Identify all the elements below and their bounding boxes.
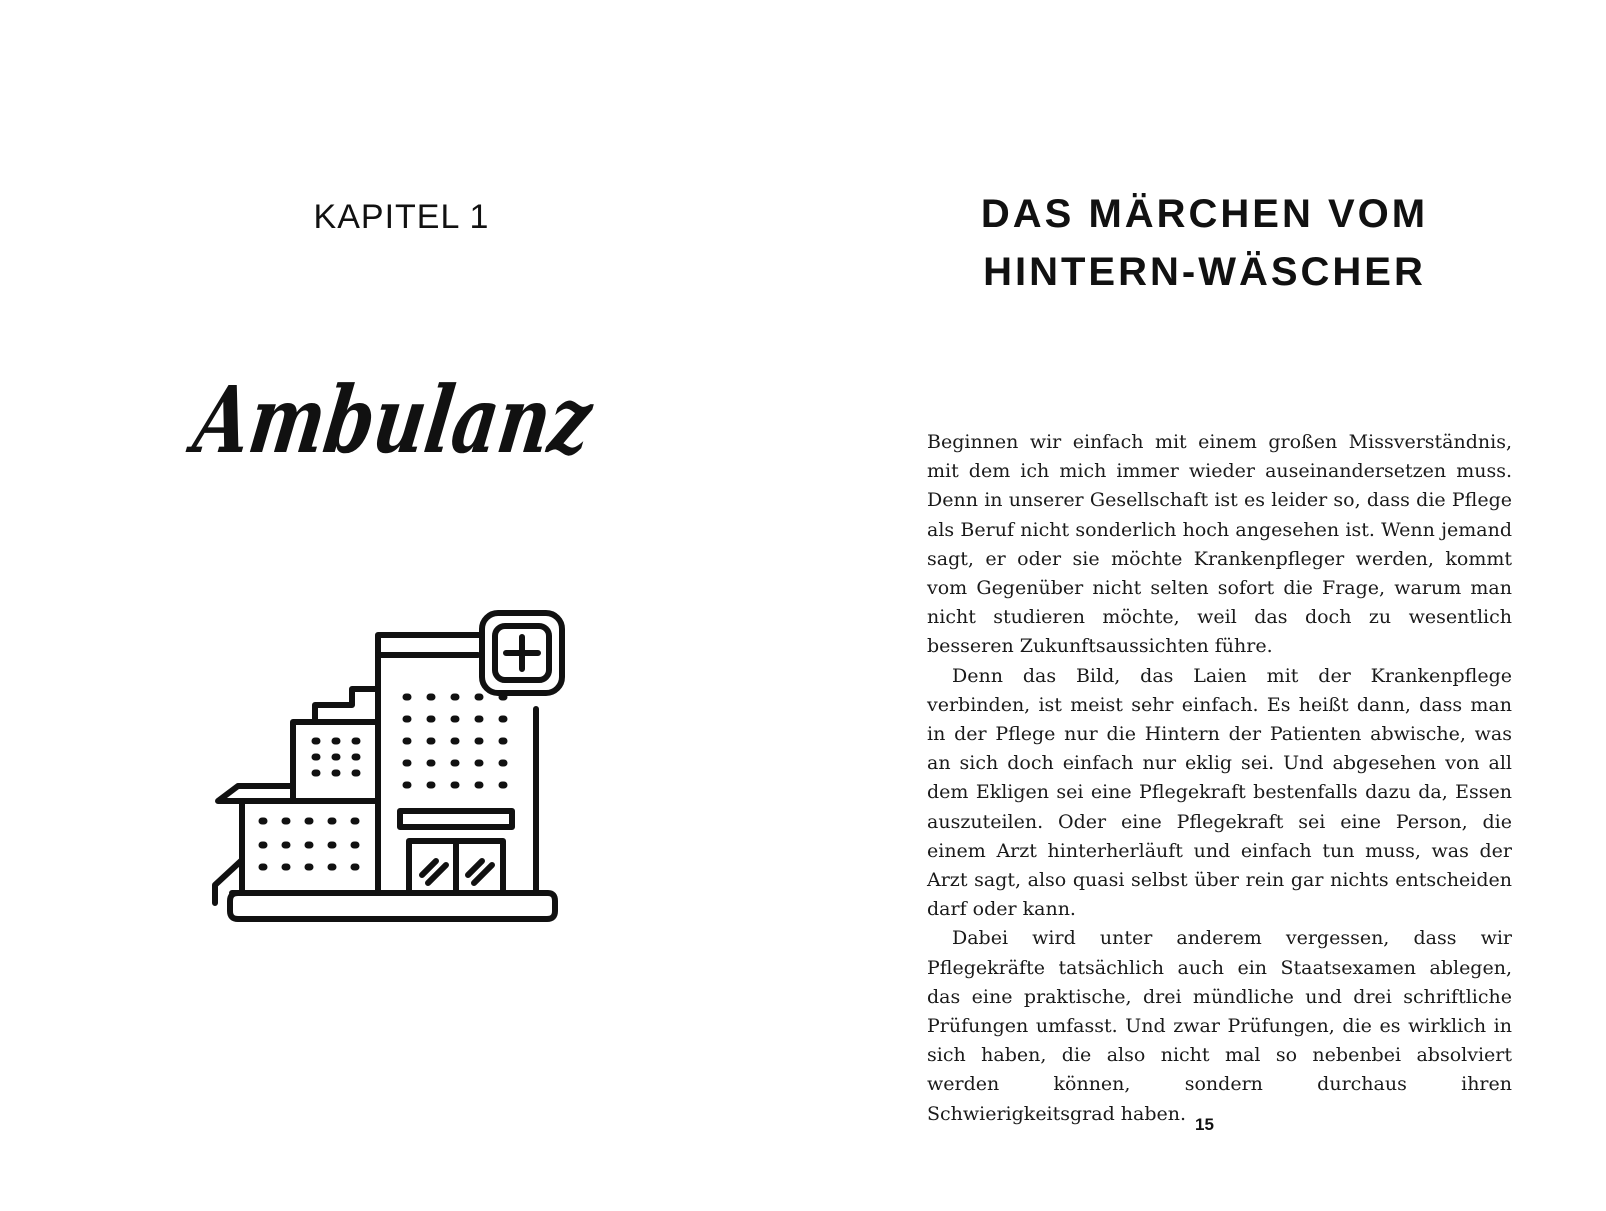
chapter-title-line-1: DAS MÄRCHEN VOM — [980, 192, 1429, 236]
page-number: 15 — [1195, 1115, 1214, 1134]
chapter-label: KAPITEL 1 — [313, 198, 490, 236]
section-word-ambulanz — [187, 352, 717, 492]
hospital-building-icon — [210, 605, 580, 935]
right-page — [803, 0, 1606, 1211]
paragraph: Dabei wird unter anderem vergessen, dass wir Pflegekräfte tatsächlich auch ein Staatsexamen ablegen, das eine praktische, drei mündliche und drei schriftliche Prüfungen umfasst. Und zwar Prüfungen, die es wirklich in sich haben, die also nicht mal so nebenbei absolviert werden können, sondern durchaus ihren Schwierigkeitsgrad haben. — [927, 927, 1512, 1125]
paragraph: Denn das Bild, das Laien mit der Krankenpflege verbinden, ist meist sehr einfach. Es heißt dann, dass man in der Pflege nur die Hintern der Patienten abwische, was an sich doch einfach nur eklig sei. Und abgesehen von all dem Ekligen sei eine Pflegekraft bestenfalls dazu da, Essen auszuteilen. Oder eine Pflegekraft sei eine Person, die einem Arzt hinterherläuft und einfach tun muss, was der Arzt sagt, also quasi selbst über rein gar nichts entscheiden darf oder kann. — [927, 664, 1512, 921]
chapter-title-line-2: HINTERN-WÄSCHER — [983, 250, 1426, 294]
section-word-text: Ambulanz — [187, 365, 717, 474]
body-text — [927, 428, 1512, 1129]
chapter-title — [803, 185, 1606, 301]
paragraph: Beginnen wir einfach mit einem großen Missverständnis, mit dem ich mich immer wieder auseinandersetzen muss. Denn in unserer Gesellschaft ist es leider so, dass die Pflege als Beruf nicht sonderlich hoch angesehen ist. Wenn jemand sagt, er oder sie möchte Krankenpfleger werden, kommt vom Gegenüber nicht selten sofort die Frage, warum man nicht studieren möchte, weil das doch zu wesentlich besseren Zukunftsaussichten führe. — [927, 431, 1512, 658]
